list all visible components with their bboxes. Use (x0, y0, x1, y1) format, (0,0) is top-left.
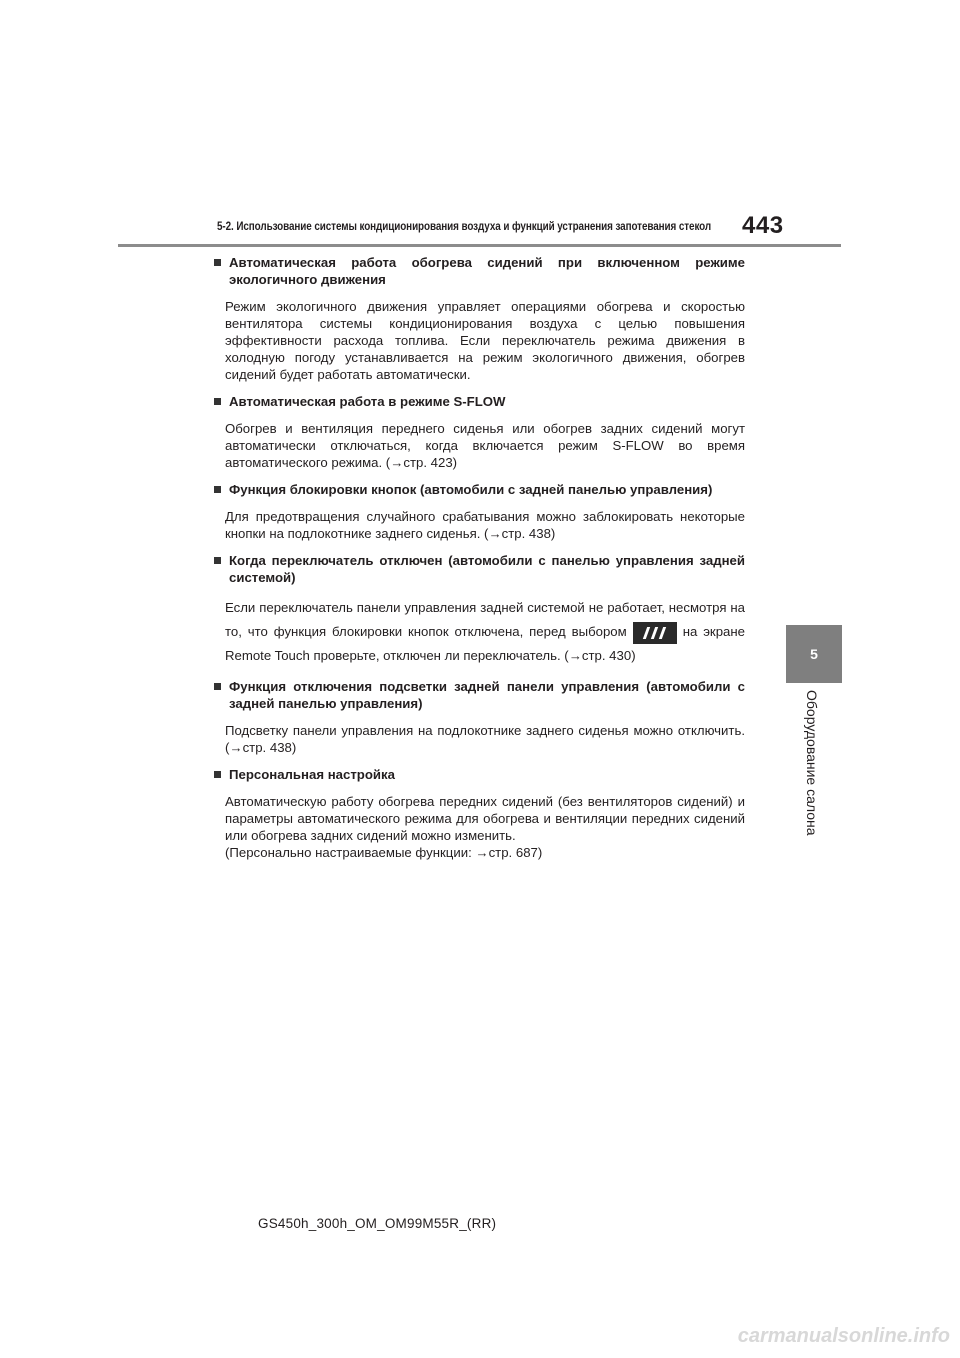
section-heading (212, 393, 745, 410)
chapter-tab[interactable]: 5 (786, 625, 842, 683)
rear-seat-icon (633, 622, 677, 644)
section-backlight-off (212, 678, 745, 756)
section-heading (212, 552, 745, 586)
section-body: Для предотвращения случайного срабатывания можно заблокировать некоторые кнопки на подлокотнике заднего сиденья. (→стр. 438) (225, 509, 745, 541)
section-heading (212, 481, 745, 498)
bullet-square-icon (214, 557, 221, 564)
section-body-part1: Если переключатель панели управления задней системой не работает, несмотря на то, что функция блокировки кнопок отключена, перед выбором (225, 600, 745, 639)
section-heading (212, 766, 745, 783)
section-heading-text: Когда переключатель отключен (автомобили с панелью управления задней системой) (229, 553, 745, 585)
section-heading-text: Функция отключения подсветки задней панели управления (автомобили с задней панелью управления) (229, 679, 745, 711)
section-switch-off (212, 552, 745, 668)
section-heading-text: Автоматическая работа в режиме S-FLOW (229, 394, 506, 409)
bullet-square-icon (214, 486, 221, 493)
chapter-label-text: Оборудование салона (804, 690, 820, 836)
section-body (212, 793, 745, 861)
running-header: 5-2. Использование системы кондиционирования воздуха и функций устранения запотевания стекол (217, 221, 712, 233)
footer-doc-code: GS450h_300h_OM_OM99M55R_(RR) (258, 1216, 497, 1231)
section-body-part2: на экране Remote Touch проверьте, отключен ли переключатель. (→стр. 430) (225, 624, 745, 663)
section-body: Обогрев и вентиляция переднего сиденья или обогрев задних сидений могут автоматически отключаться, когда включается режим S-FLOW во время автоматического режима. (→стр. 423) (225, 421, 745, 470)
section-heading-text: Функция блокировки кнопок (автомобили с задней панелью управления) (229, 482, 713, 497)
section-heading-text: Автоматическая работа обогрева сидений при включенном режиме экологичного движения (229, 255, 745, 287)
section-body-extra: (Персонально настраиваемые функции: →стр. 687) (225, 845, 543, 860)
section-s-flow (212, 393, 745, 471)
bullet-square-icon (214, 683, 221, 690)
section-body: Режим экологичного движения управляет операциями обогрева и скоростью вентилятора системы кондиционирования воздуха с целью повышения эффективности расхода топлива. Если переключатель режима движения в холодную погоду устанавливается на режим экологичного движения, обогрев сидений будет работать автоматически. (225, 299, 745, 382)
header-rule (118, 244, 841, 247)
section-heading (212, 678, 745, 712)
section-body (212, 596, 745, 668)
section-heading (212, 254, 745, 288)
watermark: carmanualsonline.info (737, 1325, 950, 1347)
section-button-lock (212, 481, 745, 542)
bullet-square-icon (214, 771, 221, 778)
section-body: Подсветку панели управления на подлокотнике заднего сиденья можно отключить. (→стр. 438) (225, 723, 745, 755)
chapter-label (804, 690, 824, 836)
bullet-square-icon (214, 259, 221, 266)
section-heading-text: Персональная настройка (229, 767, 395, 782)
bullet-square-icon (214, 398, 221, 405)
section-customization (212, 766, 745, 861)
main-content (212, 254, 745, 861)
page-number: 443 (742, 212, 784, 239)
section-eco-mode (212, 254, 745, 383)
section-body-text: Автоматическую работу обогрева передних сидений (без вентиляторов сидений) и параметры автоматического режима для обогрева и вентиляции передних сидений или обогрева задних сидений можно изменить. (225, 794, 745, 843)
